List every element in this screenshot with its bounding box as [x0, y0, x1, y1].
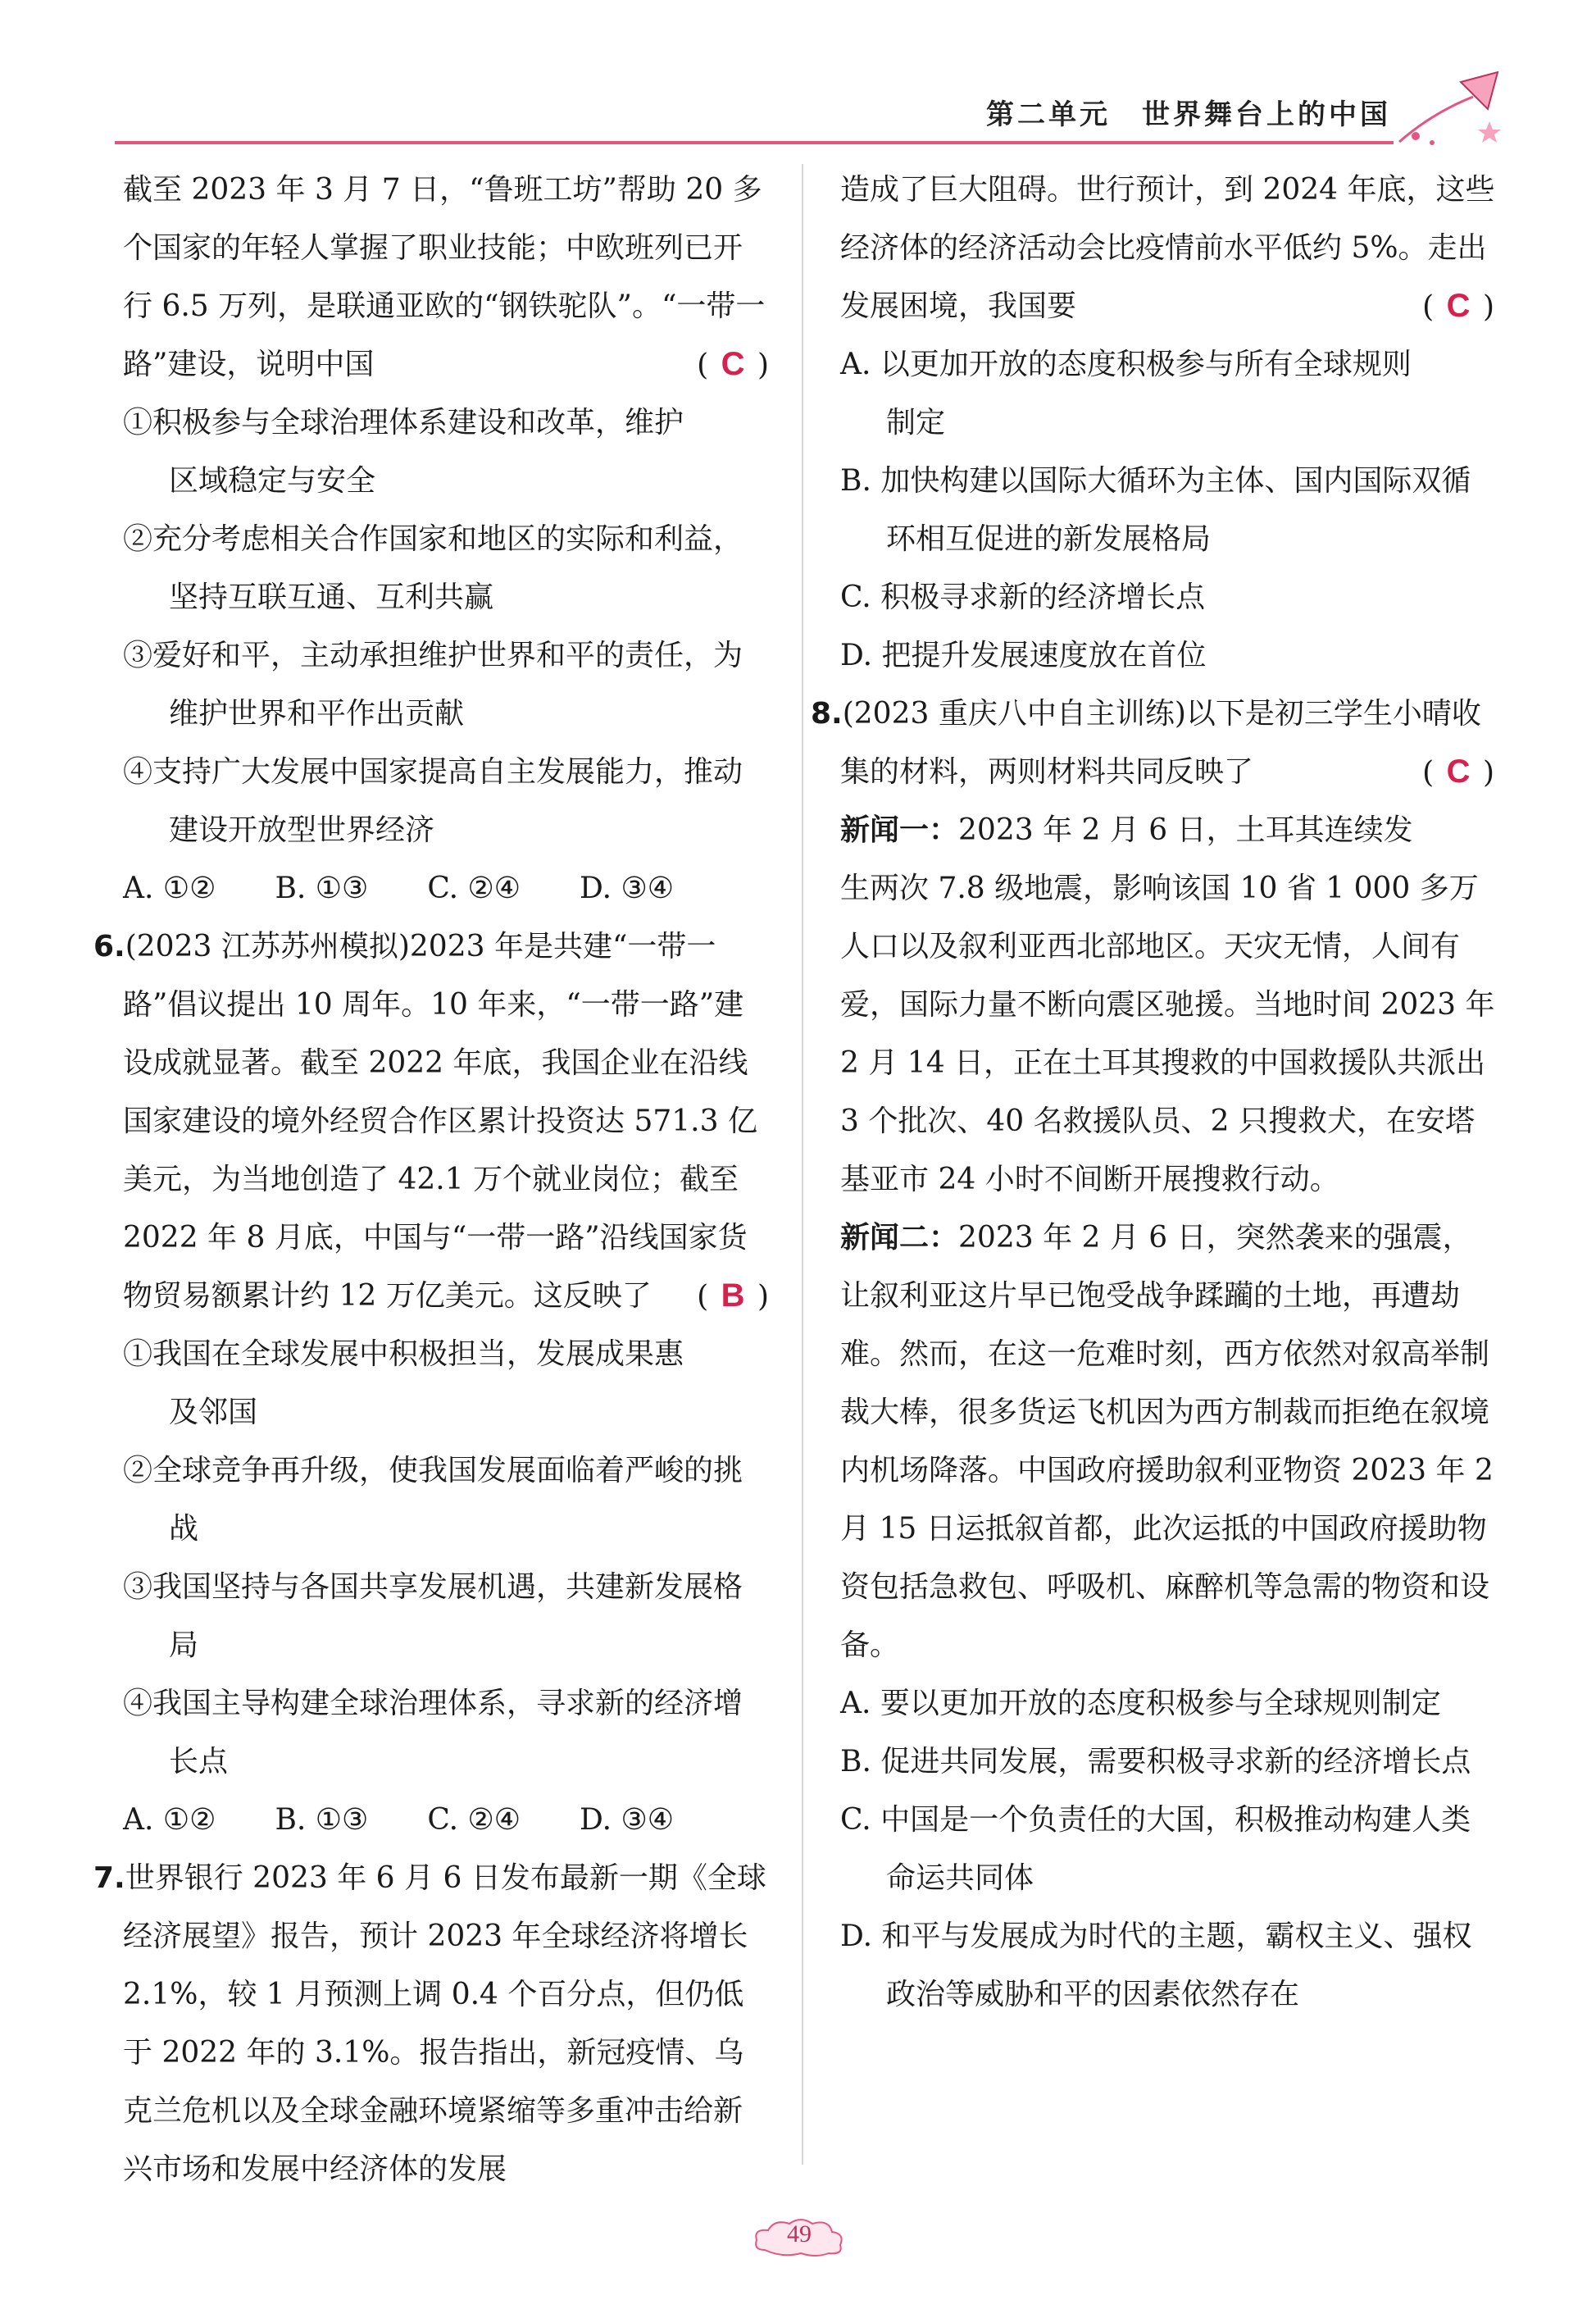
- option-item: ①我国在全球发展中积极担当，发展成果惠及邻国: [123, 1337, 684, 1429]
- option-item: D. 和平与发展成为时代的主题，霸权主义、强权政治等威胁和平的因素依然存在: [840, 1920, 1472, 2011]
- news-two: [840, 1209, 1496, 1674]
- question-stem: (2023 重庆八中自主训练)以下是初三学生小晴收集的材料，两则材料共同反映了: [840, 697, 1481, 789]
- option-item: ④我国主导构建全球治理体系，寻求新的经济增长点: [123, 1687, 743, 1778]
- choice-c: C. ②④: [427, 1803, 521, 1837]
- answer-letter: B: [721, 1277, 747, 1314]
- page-number: 49: [787, 2220, 812, 2248]
- news-one-text: 2023 年 2 月 6 日，土耳其连续发生两次 7.8 级地震，影响该国 10 省 1 000 多万人口以及叙利亚西北部地区。天灾无情，人间有爱，国际力量不断向震区驰援。当地时间 2023 年 2 月 14 日，正在土耳其搜救的中国救援队共派出 3 个批次、40 名救援队员、2 只搜救犬，在安塔基亚市 24 小时不间断开展搜救行动。: [840, 813, 1495, 1196]
- option-item: A. 要以更加开放的态度积极参与全球规则制定: [840, 1687, 1441, 1720]
- option-item: C. 中国是一个负责任的大国，积极推动构建人类命运共同体: [840, 1803, 1471, 1895]
- unit-title: 第二单元 世界舞台上的中国: [986, 98, 1391, 131]
- question-8: [811, 685, 1496, 2024]
- option-item: C. 积极寻求新的经济增长点: [840, 581, 1206, 614]
- question-6: [93, 918, 771, 1849]
- option-item: ①积极参与全球治理体系建设和改革，维护区域稳定与安全: [123, 406, 684, 498]
- option-item: D. 把提升发展速度放在首位: [840, 639, 1207, 672]
- choice-row: [123, 859, 771, 918]
- choice-a: A. ①②: [123, 1803, 216, 1837]
- answer-bracket: ( C ): [1422, 288, 1496, 324]
- choice-d: D. ③④: [580, 1803, 675, 1837]
- option-item: ③爱好和平，主动承担维护世界和平的责任，为维护世界和平作出贡献: [123, 639, 743, 731]
- question-number: 8.: [811, 697, 843, 731]
- page-header: [0, 0, 1596, 164]
- choice-b: B. ①③: [275, 872, 369, 905]
- choice-b: B. ①③: [275, 1803, 369, 1837]
- option-item: B. 促进共同发展，需要积极寻求新的经济增长点: [840, 1745, 1471, 1778]
- left-column: [93, 161, 771, 2198]
- option-item: ③我国坚持与各国共享发展机遇，共建新发展格局: [123, 1570, 743, 1662]
- news-two-text: 2023 年 2 月 6 日，突然袭来的强震，让叙利亚这片早已饱受战争蹂躏的土地，再遭劫难。然而，在这一危难时刻，西方依然对叙高举制裁大棒，很多货运飞机因为西方制裁而拒绝在叙境内机场降落。中国政府援助叙利亚物资 2023 年 2 月 15 日运抵叙首都，此次运抵的中国政府援助物资包括急救包、呼吸机、麻醉机等急需的物资和设备。: [840, 1221, 1494, 1662]
- choice-row: [123, 1791, 771, 1849]
- column-divider: [802, 164, 803, 2165]
- header-rule: [115, 141, 1394, 144]
- question-7-continued: [840, 161, 1496, 685]
- question-5-continued: [123, 161, 771, 918]
- answer-bracket: ( C ): [697, 346, 771, 382]
- right-column: [811, 161, 1496, 2024]
- question-stem: 造成了巨大阻碍。世行预计，到 2024 年底，这些经济体的经济活动会比疫情前水平低约 5%。走出发展困境，我国要: [840, 173, 1495, 323]
- choice-c: C. ②④: [427, 872, 521, 905]
- question-number: 6.: [93, 930, 125, 963]
- question-stem: 世界银行 2023 年 6 月 6 日发布最新一期《全球经济展望》报告，预计 2023 年全球经济将增长 2.1%，较 1 月预测上调 0.4 个百分点，但仍低于 2022 年的 3.1%。报告指出，新冠疫情、乌克兰危机以及全球金融环境紧缩等多重冲击给新兴市场和发展中经济体的发展: [123, 1861, 766, 2186]
- question-7: [93, 1849, 771, 2198]
- page-footer: [0, 2214, 1596, 2263]
- question-stem: 截至 2023 年 3 月 7 日，“鲁班工坊”帮助 20 多个国家的年轻人掌握了职业技能；中欧班列已开行 6.5 万列，是联通亚欧的“钢铁驼队”。“一带一路”建设，说明中国: [123, 173, 766, 381]
- news-two-label: 新闻二：: [840, 1221, 959, 1255]
- option-item: A. 以更加开放的态度积极参与所有全球规则制定: [840, 348, 1412, 439]
- answer-bracket: ( B ): [697, 1277, 771, 1314]
- question-stem: (2023 江苏苏州模拟)2023 年是共建“一带一路”倡议提出 10 周年。10 年来，“一带一路”建设成就显著。截至 2022 年底，我国企业在沿线国家建设的境外经贸合作区累计投资达 571.3 亿美元，为当地创造了 42.1 万个就业岗位；截至 2022 年 8 月底，中国与“一带一路”沿线国家货物贸易额累计约 12 万亿美元。这反映了: [123, 930, 757, 1313]
- option-item: ②全球竞争再升级，使我国发展面临着严峻的挑战: [123, 1454, 743, 1546]
- option-item: ②充分考虑相关合作国家和地区的实际和利益，坚持互联互通、互利共赢: [123, 522, 743, 614]
- answer-letter: C: [1446, 288, 1472, 324]
- choice-d: D. ③④: [580, 872, 675, 905]
- choice-a: A. ①②: [123, 872, 216, 905]
- news-one-label: 新闻一：: [840, 813, 959, 847]
- option-item: ④支持广大发展中国家提高自主发展能力，推动建设开放型世界经济: [123, 755, 743, 847]
- option-item: B. 加快构建以国际大循环为主体、国内国际双循环相互促进的新发展格局: [840, 464, 1471, 556]
- answer-letter: C: [1446, 754, 1472, 790]
- answer-bracket: ( C ): [1422, 754, 1496, 790]
- pencil-star-decoration-icon: [1383, 64, 1506, 154]
- news-one: [840, 801, 1496, 1209]
- answer-letter: C: [721, 346, 747, 382]
- question-number: 7.: [93, 1861, 125, 1895]
